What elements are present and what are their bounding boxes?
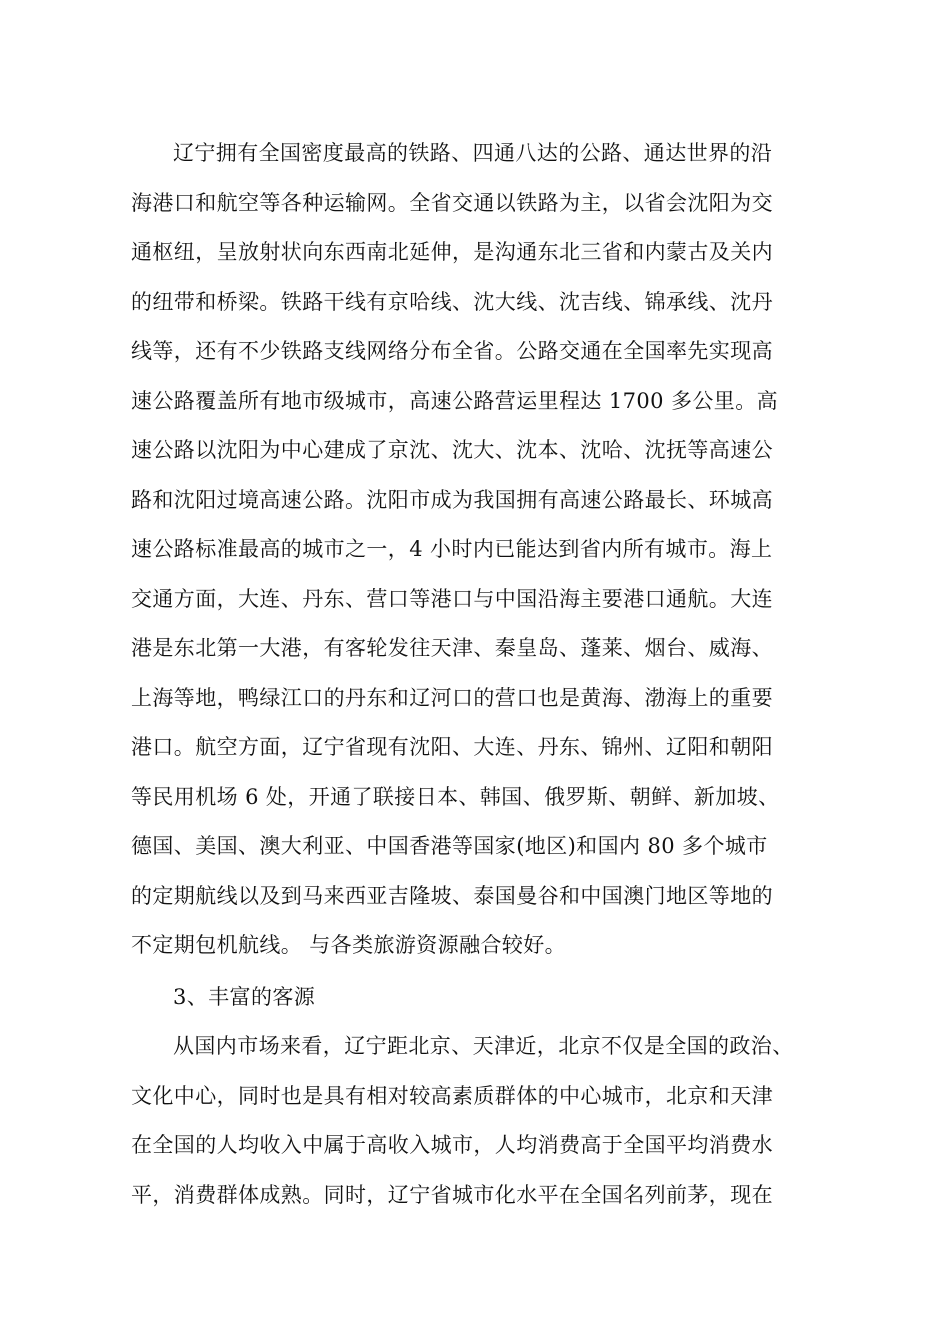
paragraph-line: 海港口和航空等各种运输网。全省交通以铁路为主，以省会沈阳为交: [131, 190, 773, 215]
paragraph-transport: [131, 129, 831, 971]
paragraph-line: 路和沈阳过境高速公路。沈阳市成为我国拥有高速公路最长、环城高: [131, 487, 773, 512]
paragraph-line: 速公路以沈阳为中心建成了京沈、沈大、沈本、沈哈、沈抚等高速公: [131, 438, 773, 462]
paragraph-line: 速公路覆盖所有地市级城市，高速公路营运里程达 1700 多公里。高: [131, 388, 778, 413]
section-heading-text: 3、丰富的客源: [173, 985, 316, 1009]
paragraph-line: 德国、美国、澳大利亚、中国香港等国家(地区)和国内 80 多个城市: [131, 834, 768, 858]
paragraph-line: 速公路标准最高的城市之一，4 小时内已能达到省内所有城市。海上: [131, 537, 773, 561]
paragraph-line: 等民用机场 6 处，开通了联接日本、韩国、俄罗斯、朝鲜、新加坡、: [131, 784, 780, 809]
paragraph-line: 交通方面，大连、丹东、营口等港口与中国沿海主要港口通航。大连: [131, 586, 773, 611]
paragraph-line: 线等，还有不少铁路支线网络分布全省。公路交通在全国率先实现高: [131, 339, 773, 363]
section-heading: [131, 973, 831, 1023]
paragraph-line: 通枢纽，呈放射状向东西南北延伸，是沟通东北三省和内蒙古及关内: [131, 240, 773, 264]
paragraph-line: 上海等地，鸭绿江口的丹东和辽河口的营口也是黄海、渤海上的重要: [131, 685, 773, 710]
paragraph-line: 的定期航线以及到马来西亚吉隆坡、泰国曼谷和中国澳门地区等地的: [131, 883, 773, 908]
paragraph-line: 港是东北第一大港，有客轮发往天津、秦皇岛、蓬莱、烟台、威海、: [131, 636, 773, 660]
paragraph-visitor-source: [131, 1022, 831, 1220]
paragraph-line: 的纽带和桥梁。铁路干线有京哈线、沈大线、沈吉线、锦承线、沈丹: [131, 289, 773, 314]
paragraph-line: 文化中心，同时也是具有相对较高素质群体的中心城市，北京和天津: [131, 1083, 773, 1108]
paragraph-line: 从国内市场来看，辽宁距北京、天津近，北京不仅是全国的政治、: [173, 1034, 794, 1058]
paragraph-line: 平，消费群体成熟。同时，辽宁省城市化水平在全国名列前茅，现在: [131, 1182, 773, 1207]
paragraph-line: 不定期包机航线。 与各类旅游资源融合较好。: [131, 933, 567, 957]
paragraph-line: 港口。航空方面，辽宁省现有沈阳、大连、丹东、锦州、辽阳和朝阳: [131, 735, 773, 759]
paragraph-line: 在全国的人均收入中属于高收入城市，人均消费高于全国平均消费水: [131, 1133, 773, 1157]
paragraph-line: 辽宁拥有全国密度最高的铁路、四通八达的公路、通达世界的沿: [173, 141, 773, 165]
